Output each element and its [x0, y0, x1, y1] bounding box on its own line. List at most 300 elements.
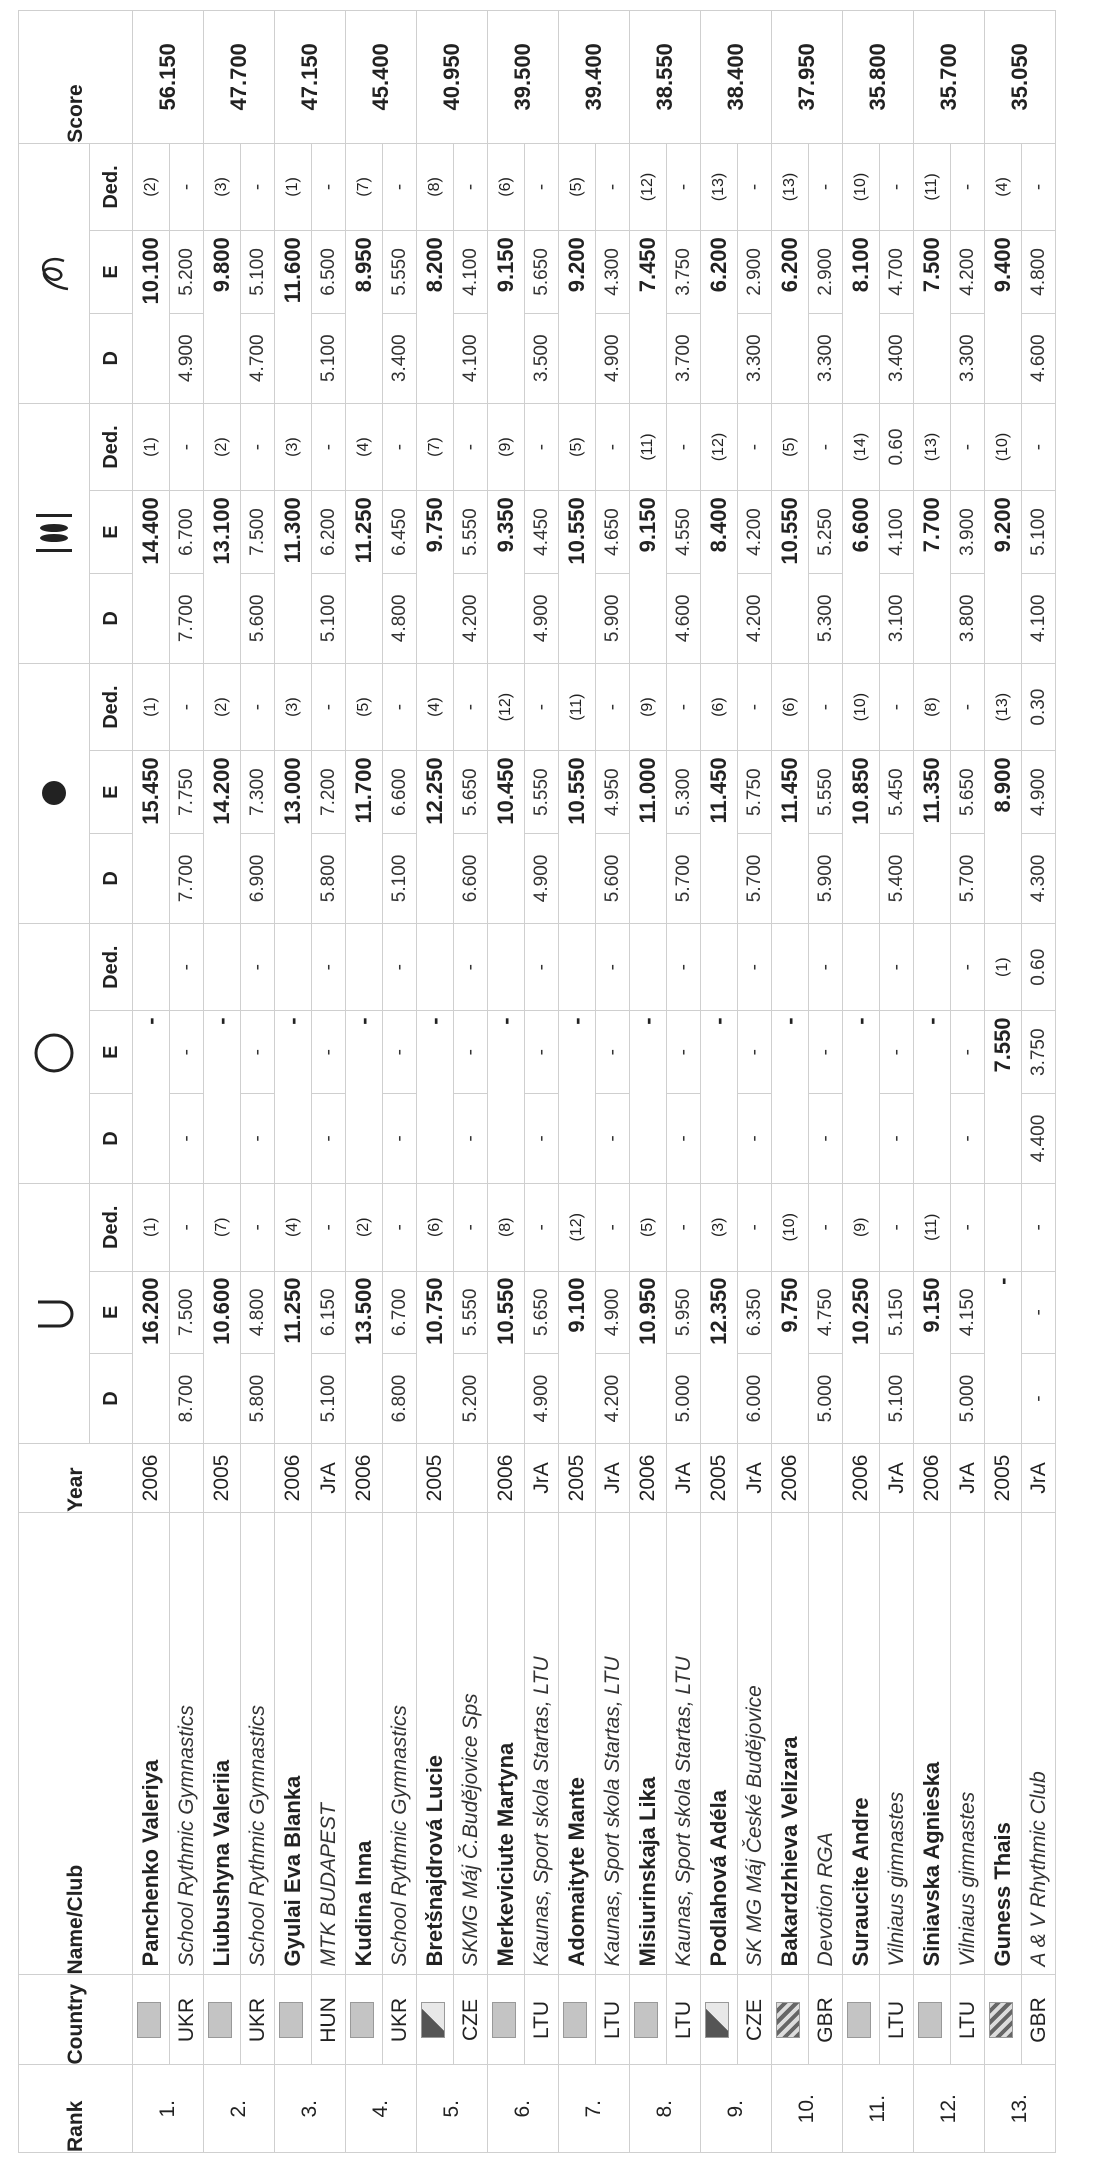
apparatus-rank [772, 923, 809, 1011]
apparatus-total: 9.150 [488, 231, 525, 404]
ded-header: Ded. [90, 143, 133, 231]
table-row-detail [1022, 11, 1056, 2153]
d-score: 4.900 [525, 573, 559, 663]
total-score: 37.950 [772, 11, 843, 144]
d-score: 3.400 [383, 313, 417, 403]
e-score: 5.150 [880, 1271, 914, 1354]
d-score: - [170, 1093, 204, 1183]
d-score: - [1022, 1354, 1056, 1444]
d-score: - [241, 1093, 275, 1183]
e-score: - [596, 1011, 630, 1094]
deduction: - [738, 923, 772, 1011]
deduction: - [880, 663, 914, 751]
total-score: 39.500 [488, 11, 559, 144]
deduction: - [312, 1183, 346, 1271]
category [809, 1444, 843, 1513]
e-score: 7.500 [241, 491, 275, 574]
deduction: - [241, 143, 275, 231]
e-score: 3.750 [667, 231, 701, 314]
apparatus-total: 10.550 [488, 1271, 525, 1444]
apparatus-rank: (1) [985, 923, 1022, 1011]
total-score: 35.700 [914, 11, 985, 144]
apparatus-total: 9.350 [488, 491, 525, 664]
table-row [559, 11, 596, 2153]
e-header: E [90, 751, 133, 834]
birth-year: 2006 [772, 1444, 809, 1513]
table-row [204, 11, 241, 2153]
apparatus-rank: (2) [204, 663, 241, 751]
deduction: - [667, 923, 701, 1011]
country-code: UKR [383, 1975, 417, 2065]
apparatus-total: - [914, 1011, 951, 1184]
club-name: A & V Rhythmic Club [1022, 1512, 1056, 1975]
e-score: 5.300 [667, 751, 701, 834]
total-score: 47.700 [204, 11, 275, 144]
e-score: - [1022, 1271, 1056, 1354]
apparatus-rank: (9) [843, 1183, 880, 1271]
flag-cell [275, 1975, 312, 2065]
e-score: 5.550 [525, 751, 559, 834]
deduction: - [383, 663, 417, 751]
country-header: Country [19, 1975, 133, 2065]
deduction: - [738, 403, 772, 491]
e-score: 5.250 [809, 491, 843, 574]
country-code: UKR [241, 1975, 275, 2065]
d-score: 5.200 [454, 1354, 488, 1444]
apparatus-total: - [630, 1011, 667, 1184]
e-score: 5.100 [1022, 491, 1056, 574]
apparatus-rank: (12) [488, 663, 525, 751]
d-score: 3.300 [951, 313, 985, 403]
d-score: - [596, 1093, 630, 1183]
table-row-detail [525, 11, 559, 2153]
athlete-name: Panchenko Valeriya [133, 1512, 170, 1975]
apparatus-rank [985, 1183, 1022, 1271]
flag-icon [705, 2002, 729, 2038]
apparatus-total: 9.150 [914, 1271, 951, 1444]
d-score: 4.300 [1022, 833, 1056, 923]
e-score: 5.550 [383, 231, 417, 314]
apparatus-total: 6.200 [772, 231, 809, 404]
d-score: 4.800 [383, 573, 417, 663]
category: JrA [596, 1444, 630, 1513]
d-score: - [312, 1093, 346, 1183]
apparatus-total: - [701, 1011, 738, 1184]
rank-cell: 13. [985, 2065, 1056, 2153]
apparatus-rank: (7) [417, 403, 454, 491]
apparatus-rank: (6) [417, 1183, 454, 1271]
deduction: - [525, 663, 559, 751]
birth-year: 2006 [346, 1444, 383, 1513]
total-score: 38.550 [630, 11, 701, 144]
deduction: - [170, 403, 204, 491]
d-score: 5.700 [667, 833, 701, 923]
d-score: 5.100 [312, 1354, 346, 1444]
category: JrA [738, 1444, 772, 1513]
apparatus-total: 9.100 [559, 1271, 596, 1444]
flag-cell [701, 1975, 738, 2065]
apparatus-total: 7.450 [630, 231, 667, 404]
table-row-detail [170, 11, 204, 2153]
apparatus-total: 11.300 [275, 491, 312, 664]
d-score: 5.400 [880, 833, 914, 923]
deduction: - [951, 923, 985, 1011]
apparatus-total: 9.750 [772, 1271, 809, 1444]
d-score: 5.800 [241, 1354, 275, 1444]
e-score: 4.800 [1022, 231, 1056, 314]
apparatus-total: 9.200 [559, 231, 596, 404]
d-score: - [738, 1093, 772, 1183]
rank-cell: 5. [417, 2065, 488, 2153]
results-table [18, 10, 1056, 2153]
clubs-icon [19, 403, 90, 663]
apparatus-rank: (2) [346, 1183, 383, 1271]
d-score: 3.300 [738, 313, 772, 403]
e-score: 3.750 [1022, 1011, 1056, 1094]
d-score: 4.100 [454, 313, 488, 403]
apparatus-total: 8.400 [701, 491, 738, 664]
apparatus-rank [417, 923, 454, 1011]
deduction: - [667, 1183, 701, 1271]
birth-year: 2005 [985, 1444, 1022, 1513]
hoop-icon [19, 923, 90, 1183]
e-score: 4.700 [880, 231, 914, 314]
deduction: - [596, 143, 630, 231]
table-row [914, 11, 951, 2153]
deduction: - [951, 403, 985, 491]
deduction: - [383, 923, 417, 1011]
total-score: 45.400 [346, 11, 417, 144]
apparatus-rank [346, 923, 383, 1011]
category [454, 1444, 488, 1513]
e-score: - [667, 1011, 701, 1094]
deduction: - [312, 403, 346, 491]
e-score: 5.650 [951, 751, 985, 834]
apparatus-rank: (10) [843, 143, 880, 231]
apparatus-total: 7.500 [914, 231, 951, 404]
birth-year: 2006 [275, 1444, 312, 1513]
d-score: 5.100 [312, 573, 346, 663]
ded-header: Ded. [90, 923, 133, 1011]
apparatus-total: 10.250 [843, 1271, 880, 1444]
club-name: SKMG Máj Č.Budějovice Sps [454, 1512, 488, 1975]
apparatus-total: - [204, 1011, 241, 1184]
deduction: - [454, 143, 488, 231]
deduction: - [241, 663, 275, 751]
table-row-detail [738, 11, 772, 2153]
birth-year: 2006 [133, 1444, 170, 1513]
apparatus-total: 10.550 [559, 751, 596, 924]
deduction: - [596, 663, 630, 751]
category: JrA [1022, 1444, 1056, 1513]
e-score: 4.900 [596, 1271, 630, 1354]
e-score: 2.900 [738, 231, 772, 314]
apparatus-total: 9.750 [417, 491, 454, 664]
athlete-name: Podlahová Adéla [701, 1512, 738, 1975]
flag-cell [772, 1975, 809, 2065]
e-score: 5.550 [454, 491, 488, 574]
table-row-detail [241, 11, 275, 2153]
table-row [488, 11, 525, 2153]
d-score: 4.700 [241, 313, 275, 403]
e-score: 4.900 [1022, 751, 1056, 834]
total-score: 40.950 [417, 11, 488, 144]
flag-icon [918, 2002, 942, 2038]
apparatus-total: 13.100 [204, 491, 241, 664]
ded-header: Ded. [90, 403, 133, 491]
apparatus-rank: (3) [275, 663, 312, 751]
apparatus-rank: (14) [843, 403, 880, 491]
table-row [275, 11, 312, 2153]
table-row [346, 11, 383, 2153]
apparatus-total: 10.750 [417, 1271, 454, 1444]
club-name: Kaunas, Sport skola Startas, LTU [525, 1512, 559, 1975]
d-score: - [667, 1093, 701, 1183]
flag-icon [137, 2002, 161, 2038]
flag-cell [204, 1975, 241, 2065]
table-row-detail [951, 11, 985, 2153]
apparatus-rank: (6) [772, 663, 809, 751]
category: JrA [667, 1444, 701, 1513]
category: JrA [312, 1444, 346, 1513]
deduction: - [454, 663, 488, 751]
e-score: - [170, 1011, 204, 1094]
apparatus-rank: (4) [346, 403, 383, 491]
deduction: - [454, 923, 488, 1011]
category [241, 1444, 275, 1513]
d-score: - [880, 1093, 914, 1183]
apparatus-rank: (8) [488, 1183, 525, 1271]
d-score: 6.600 [454, 833, 488, 923]
table-row-detail [454, 11, 488, 2153]
apparatus-total: 9.150 [630, 491, 667, 664]
score-header: Score [19, 11, 133, 144]
category: JrA [525, 1444, 559, 1513]
apparatus-rank [488, 923, 525, 1011]
e-score: 7.750 [170, 751, 204, 834]
deduction: - [809, 143, 843, 231]
country-code: GBR [1022, 1975, 1056, 2065]
d-score: - [809, 1093, 843, 1183]
e-score: 4.550 [667, 491, 701, 574]
d-score: 3.400 [880, 313, 914, 403]
apparatus-total: - [417, 1011, 454, 1184]
table-row [417, 11, 454, 2153]
country-code: LTU [951, 1975, 985, 2065]
e-score: 3.900 [951, 491, 985, 574]
deduction: - [1022, 143, 1056, 231]
e-header: E [90, 1271, 133, 1354]
rank-cell: 2. [204, 2065, 275, 2153]
e-score: 4.200 [951, 231, 985, 314]
apparatus-total: 10.100 [133, 231, 170, 404]
d-score: 3.700 [667, 313, 701, 403]
athlete-name: Bakardzhieva Velizara [772, 1512, 809, 1975]
d-score: 4.200 [738, 573, 772, 663]
d-score: 5.700 [738, 833, 772, 923]
e-score: - [312, 1011, 346, 1094]
birth-year: 2006 [914, 1444, 951, 1513]
athlete-name: Misiurinskaja Lika [630, 1512, 667, 1975]
ribbon-icon [19, 143, 90, 403]
birth-year: 2006 [630, 1444, 667, 1513]
total-score: 35.050 [985, 11, 1056, 144]
table-row-detail [667, 11, 701, 2153]
e-score: 6.200 [312, 491, 346, 574]
rank-cell: 3. [275, 2065, 346, 2153]
athlete-name: Kudina Inna [346, 1512, 383, 1975]
d-score: 7.700 [170, 833, 204, 923]
ded-header: Ded. [90, 663, 133, 751]
d-score: 3.300 [809, 313, 843, 403]
country-code: CZE [454, 1975, 488, 2065]
e-score: 6.600 [383, 751, 417, 834]
apparatus-total: 11.350 [914, 751, 951, 924]
apparatus-total: 13.000 [275, 751, 312, 924]
apparatus-rank [204, 923, 241, 1011]
e-score: 4.150 [951, 1271, 985, 1354]
apparatus-rank: (3) [275, 403, 312, 491]
deduction: - [170, 1183, 204, 1271]
d-score: 4.900 [596, 313, 630, 403]
apparatus-total: 7.550 [985, 1011, 1022, 1184]
apparatus-rank: (10) [985, 403, 1022, 491]
deduction: - [170, 663, 204, 751]
apparatus-total: - [559, 1011, 596, 1184]
deduction: - [312, 663, 346, 751]
club-name: Kaunas, Sport skola Startas, LTU [667, 1512, 701, 1975]
rank-cell: 6. [488, 2065, 559, 2153]
apparatus-rank: (4) [985, 143, 1022, 231]
apparatus-total: - [985, 1271, 1022, 1444]
apparatus-total: 10.550 [772, 491, 809, 664]
d-score: - [454, 1093, 488, 1183]
apparatus-total: 6.200 [701, 231, 738, 404]
apparatus-rank: (1) [275, 143, 312, 231]
apparatus-rank: (9) [488, 403, 525, 491]
flag-icon [989, 2002, 1013, 2038]
deduction: - [809, 403, 843, 491]
deduction: - [525, 1183, 559, 1271]
apparatus-rank: (5) [630, 1183, 667, 1271]
d-score: 6.000 [738, 1354, 772, 1444]
e-score: - [525, 1011, 559, 1094]
birth-year: 2006 [843, 1444, 880, 1513]
d-score: 4.200 [454, 573, 488, 663]
flag-cell [133, 1975, 170, 2065]
d-score: 6.800 [383, 1354, 417, 1444]
apparatus-rank: (7) [204, 1183, 241, 1271]
deduction: - [880, 1183, 914, 1271]
ball-icon [19, 663, 90, 923]
apparatus-rank: (6) [701, 663, 738, 751]
apparatus-total: - [843, 1011, 880, 1184]
e-score: 5.550 [454, 1271, 488, 1354]
e-score: 4.100 [454, 231, 488, 314]
e-score: 4.750 [809, 1271, 843, 1354]
d-header: D [90, 573, 133, 663]
apparatus-total: - [772, 1011, 809, 1184]
apparatus-total: 12.250 [417, 751, 454, 924]
athlete-name: Merkeviciute Martyna [488, 1512, 525, 1975]
table-row [985, 11, 1022, 2153]
apparatus-total: 8.100 [843, 231, 880, 404]
birth-year: 2005 [417, 1444, 454, 1513]
deduction: - [738, 143, 772, 231]
year-header: Year [19, 1444, 133, 1513]
apparatus-total: 15.450 [133, 751, 170, 924]
deduction: - [667, 143, 701, 231]
e-score: 6.350 [738, 1271, 772, 1354]
apparatus-total: 11.250 [275, 1271, 312, 1444]
deduction: - [738, 663, 772, 751]
e-score: 4.300 [596, 231, 630, 314]
apparatus-rank: (13) [985, 663, 1022, 751]
d-score: 5.300 [809, 573, 843, 663]
e-score: 4.650 [596, 491, 630, 574]
category: JrA [951, 1444, 985, 1513]
flag-icon [279, 2002, 303, 2038]
rank-cell: 4. [346, 2065, 417, 2153]
e-score: 6.150 [312, 1271, 346, 1354]
e-score: 5.650 [525, 1271, 559, 1354]
deduction: - [809, 1183, 843, 1271]
apparatus-total: 10.600 [204, 1271, 241, 1444]
d-score: 5.800 [312, 833, 346, 923]
d-score: 5.100 [312, 313, 346, 403]
apparatus-rank: (5) [346, 663, 383, 751]
d-score: 4.200 [596, 1354, 630, 1444]
e-score: 5.650 [454, 751, 488, 834]
apparatus-rank: (1) [133, 663, 170, 751]
apparatus-rank: (12) [559, 1183, 596, 1271]
athlete-name: Suraucite Andre [843, 1512, 880, 1975]
ded-header: Ded. [90, 1183, 133, 1271]
table-row-detail [383, 11, 417, 2153]
apparatus-rank: (10) [843, 663, 880, 751]
category: JrA [880, 1444, 914, 1513]
e-score: 5.200 [170, 231, 204, 314]
total-score: 38.400 [701, 11, 772, 144]
deduction: - [383, 143, 417, 231]
deduction: - [596, 1183, 630, 1271]
e-score: 5.550 [809, 751, 843, 834]
apparatus-rank: (8) [914, 663, 951, 751]
e-score: 5.950 [667, 1271, 701, 1354]
total-score: 56.150 [133, 11, 204, 144]
country-code: UKR [170, 1975, 204, 2065]
deduction: - [809, 923, 843, 1011]
e-score: - [951, 1011, 985, 1094]
country-code: LTU [596, 1975, 630, 2065]
e-score: 7.200 [312, 751, 346, 834]
apparatus-rank [133, 923, 170, 1011]
athlete-name: Guness Thais [985, 1512, 1022, 1975]
deduction: 0.60 [1022, 923, 1056, 1011]
apparatus-rank: (7) [346, 143, 383, 231]
apparatus-rank: (4) [417, 663, 454, 751]
flag-icon [421, 2002, 445, 2038]
rank-cell: 9. [701, 2065, 772, 2153]
apparatus-rank [914, 923, 951, 1011]
deduction: - [241, 1183, 275, 1271]
d-header: D [90, 1093, 133, 1183]
table-row [630, 11, 667, 2153]
d-score: 5.900 [809, 833, 843, 923]
d-score: - [383, 1093, 417, 1183]
table-row-detail [312, 11, 346, 2153]
country-code: HUN [312, 1975, 346, 2065]
